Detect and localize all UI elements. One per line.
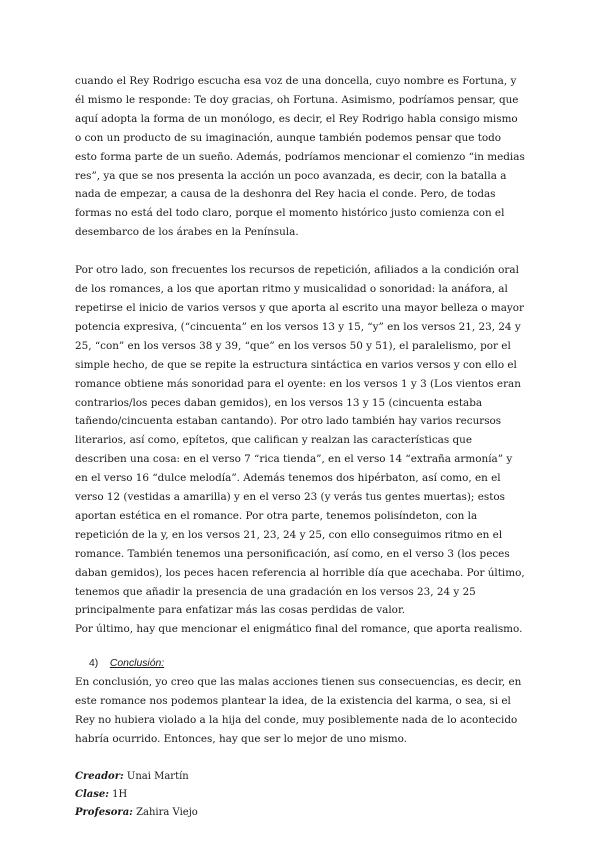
section-number: 4) bbox=[89, 658, 99, 670]
paragraph-spacer bbox=[75, 242, 525, 261]
meta-class bbox=[75, 786, 525, 804]
meta-value: Unai Martín bbox=[126, 770, 189, 782]
paragraph-conclusion: En conclusión, yo creo que las malas acciones tienen sus consecuencias, es decir, en este romance nos podemos plantear la idea, de la existencia del karma, o sea, si el Rey no hubiera violado a la hija del conde, muy posiblemente nada de lo acontecido habría ocurrido. Entonces, hay que ser lo mejor de uno mismo. bbox=[75, 676, 522, 745]
document-body bbox=[75, 72, 525, 822]
section-title: Conclusión: bbox=[109, 658, 165, 670]
paragraph-2: Por otro lado, son frecuentes los recursos de repetición, afiliados a la condición oral de los romances, a los que aportan ritmo y musicalidad o sonoridad: la anáfora, al repetirse el inicio de varios versos y que aporta al escrito una mayor belleza o mayor potencia expresiva, (“cincuenta” en los versos 13 y 15, “y” en los versos 21, 23, 24 y 25, “con” en los versos 38 y 39, “que” en los versos 50 y 51), el paralelismo, por el simple hecho, de que se repite la estructura sintáctica en varios versos y con ello el romance obtiene más sonoridad para el oyente: en los versos 1 y 3 (Los vientos eran contrarios/los peces daban gemidos), en los versos 13 y 15 (cincuenta estaba tañendo/cincuenta estaban cantando). Por otro lado también hay varios recursos literarios, así como, epítetos, que califican y realzan las características que describen una cosa: en el verso 7 “rica tienda”, en el verso 14 “extraña armonía” y en el verso 16 “dulce melodía”. Además tenemos dos hipérbaton, así como, en el verso 12 (vestidas a amarilla) y en el verso 23 (y verás tus gentes muertas); estos aportan estética en el romance. Por otra parte, tenemos polisíndeton, con la repetición de la y, en los versos 21, 23, 24 y 25, con ello conseguimos ritmo en el romance. También tenemos una personificación, así como, en el verso 3 (los peces daban gemidos), los peces hacen referencia al horrible día que acechaba. Por último, tenemos que añadir la presencia de una gradación en los versos 23, 24 y 25 principalmente para enfatizar más las cosas perdidas de valor. bbox=[75, 264, 525, 617]
meta-label: Profesora: bbox=[75, 806, 133, 818]
section-heading bbox=[75, 655, 525, 673]
meta-value: 1H bbox=[112, 788, 128, 800]
paragraph-spacer bbox=[75, 639, 525, 653]
meta-label: Creador: bbox=[75, 770, 124, 782]
meta-value: Zahira Viejo bbox=[136, 806, 198, 818]
meta-label: Clase: bbox=[75, 788, 109, 800]
paragraph-spacer bbox=[75, 749, 525, 768]
paragraph-3: Por último, hay que mencionar el enigmático final del romance, que aporta realismo. bbox=[75, 623, 523, 636]
meta-teacher bbox=[75, 804, 525, 822]
paragraph-1: cuando el Rey Rodrigo escucha esa voz de una doncella, cuyo nombre es Fortuna, y él mismo le responde: Te doy gracias, oh Fortuna. Asimismo, podríamos pensar, que aquí adopta la forma de un monólogo, es decir, el Rey Rodrigo habla consigo mismo o con un producto de su imaginación, aunque también podemos pensar que todo esto forma parte de un sueño. Además, podríamos mencionar el comienzo “in medias res”, ya que se nos presenta la acción un poco avanzada, es decir, con la batalla a nada de empezar, a causa de la deshonra del Rey hacia el conde. Pero, de todas formas no está del todo claro, porque el momento histórico justo comienza con el desembarco de los árabes en la Península. bbox=[75, 75, 525, 239]
meta-creator bbox=[75, 768, 525, 786]
author-info bbox=[75, 768, 525, 822]
